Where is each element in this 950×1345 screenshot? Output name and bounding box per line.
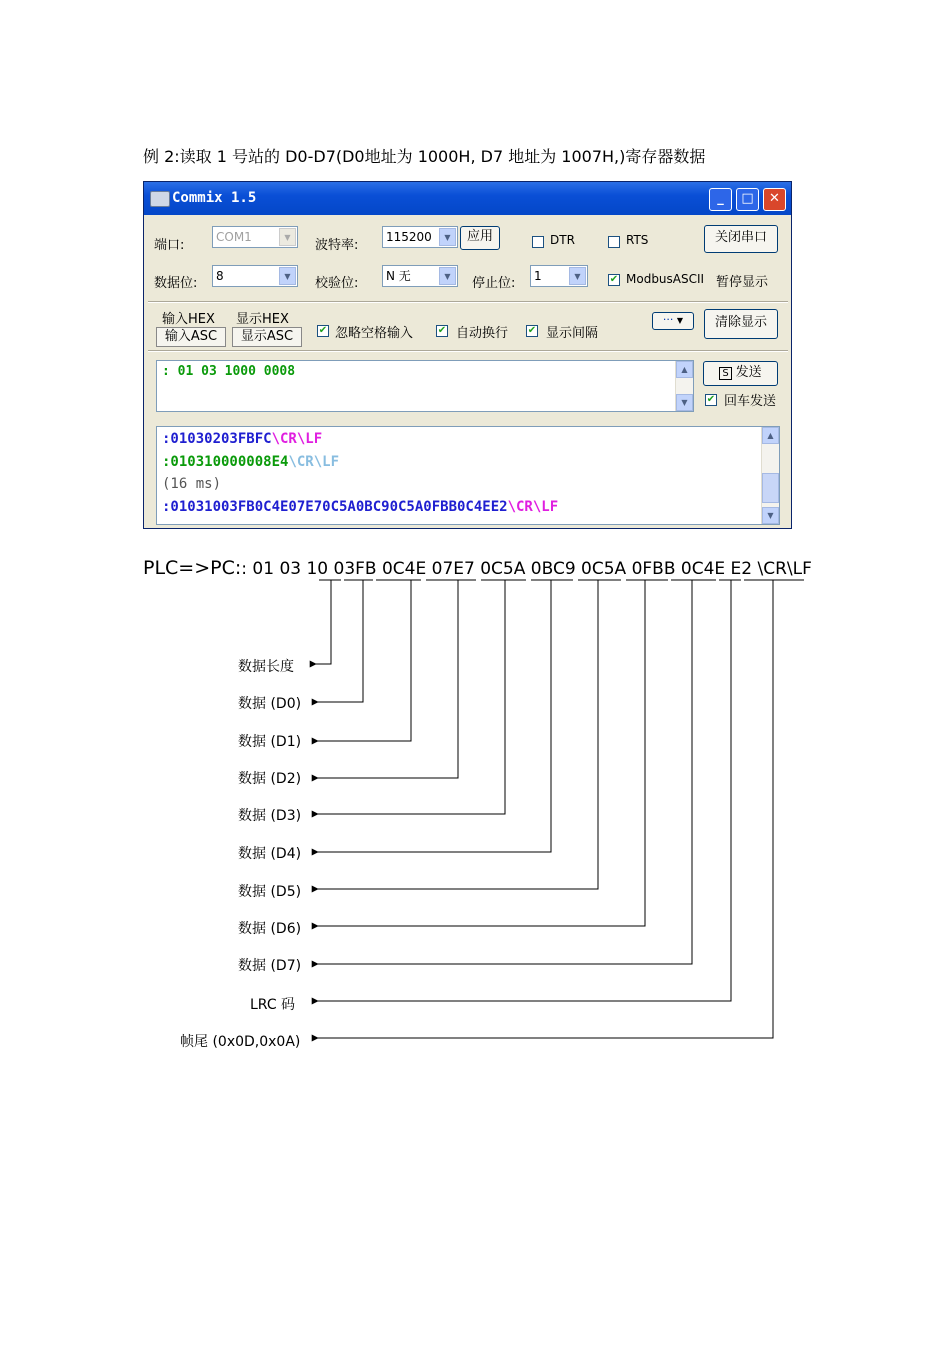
frame-prefix: PLC=>PC: — [143, 557, 242, 579]
connector-d0 — [318, 580, 363, 702]
port-label: 端口: — [154, 238, 185, 253]
output-line-main: :010310000008E4 — [162, 454, 289, 470]
chevron-down-icon: ▼ — [439, 267, 456, 285]
label-d6: 数据 (D6) — [238, 921, 302, 937]
label-d2: 数据 (D2) — [238, 771, 302, 787]
scroll-down-icon[interactable]: ▼ — [676, 394, 693, 411]
frame-rest: : 01 03 10 03FB 0C4E 07E7 0C5A 0BC9 0C5A 0FBB 0C4E E2 \CR\LF — [241, 559, 812, 579]
label-d1: 数据 (D1) — [238, 734, 302, 750]
maximize-button[interactable]: □ — [736, 188, 759, 211]
window-title: Commix 1.5 — [172, 190, 257, 206]
label-d4: 数据 (D4) — [238, 846, 302, 862]
connector-d2 — [318, 580, 458, 778]
databits-label: 数据位: — [154, 276, 198, 291]
output-line-tail: \CR\LF — [288, 454, 340, 470]
label-data-length: 数据长度 — [238, 659, 294, 675]
check-icon: ✔ — [527, 325, 537, 336]
label-d3: 数据 (D3) — [238, 808, 302, 824]
chevron-down-icon: ▼ — [676, 316, 684, 325]
label-d0: 数据 (D0) — [238, 696, 302, 712]
port-value: COM1 — [216, 230, 252, 244]
display-hex-option[interactable]: 显示HEX — [236, 312, 289, 327]
parity-label: 校验位: — [315, 276, 359, 291]
more-label: ··· — [662, 313, 674, 326]
output-line-tail: \CR\LF — [271, 431, 323, 447]
modbus-label: ModbusASCII — [626, 272, 705, 286]
pause-display-button[interactable]: 暂停显示 — [716, 275, 769, 290]
scroll-up-icon[interactable]: ▲ — [762, 427, 779, 444]
scroll-down-icon[interactable]: ▼ — [762, 507, 779, 524]
input-asc-option[interactable]: 输入ASC — [156, 327, 226, 347]
label-d5: 数据 (D5) — [238, 884, 302, 900]
output-line-main: :01030203FBFC — [162, 431, 272, 447]
check-icon: ✔ — [706, 394, 716, 405]
rts-label: RTS — [626, 233, 649, 247]
check-icon: ✔ — [437, 325, 447, 336]
send-label: 发送 — [735, 365, 762, 380]
scroll-up-icon[interactable]: ▲ — [676, 361, 693, 378]
connector-lrc — [318, 580, 731, 1001]
output-line-tail: \CR\LF — [507, 499, 559, 515]
stopbits-value: 1 — [534, 269, 542, 283]
output-line-main: :01031003FB0C4E07E70C5A0BC90C5A0FBB0C4EE2 — [162, 499, 508, 515]
check-icon: ✔ — [609, 274, 619, 285]
input-hex-option[interactable]: 输入HEX — [162, 312, 215, 327]
connector-data-length — [316, 580, 331, 664]
baud-value: 115200 — [386, 230, 432, 244]
minimize-button[interactable]: _ — [709, 188, 732, 211]
label-d7: 数据 (D7) — [238, 958, 302, 974]
chevron-down-icon: ▼ — [439, 228, 456, 246]
send-shortcut-key: S — [719, 367, 731, 380]
connector-d1 — [318, 580, 411, 741]
label-frame-tail: 帧尾 (0x0D,0x0A) — [180, 1034, 301, 1050]
close-button[interactable]: ✕ — [763, 188, 786, 211]
parity-value: N 无 — [386, 269, 411, 283]
connector-d4 — [318, 580, 551, 852]
stopbits-label: 停止位: — [472, 276, 516, 291]
close-port-button[interactable]: 关闭串口 — [704, 225, 778, 253]
heading: 例 2:读取 1 号站的 D0-D7(D0地址为 1000H, D7 地址为 1007H,)寄存器数据 — [143, 147, 706, 166]
chevron-down-icon: ▼ — [279, 228, 296, 246]
auto-wrap-label: 自动换行 — [456, 326, 509, 341]
chevron-down-icon: ▼ — [279, 267, 296, 285]
check-icon: ✔ — [318, 325, 328, 336]
output-line-main: (16 ms) — [162, 476, 222, 492]
databits-value: 8 — [216, 269, 224, 283]
show-interval-label: 显示间隔 — [546, 326, 599, 341]
ignore-space-label: 忽略空格输入 — [335, 326, 414, 341]
baud-label: 波特率: — [315, 238, 359, 253]
dtr-label: DTR — [550, 233, 575, 247]
label-lrc: LRC 码 — [250, 997, 296, 1013]
apply-button[interactable]: 应用 — [460, 226, 500, 250]
send-input-text: : 01 03 1000 0008 — [162, 364, 296, 379]
connector-d6 — [318, 580, 645, 926]
clear-display-button[interactable]: 清除显示 — [704, 309, 778, 339]
display-asc-option[interactable]: 显示ASC — [232, 327, 302, 347]
chevron-down-icon: ▼ — [569, 267, 586, 285]
connector-frame-tail — [318, 580, 773, 1038]
enter-send-label: 回车发送 — [724, 394, 777, 409]
